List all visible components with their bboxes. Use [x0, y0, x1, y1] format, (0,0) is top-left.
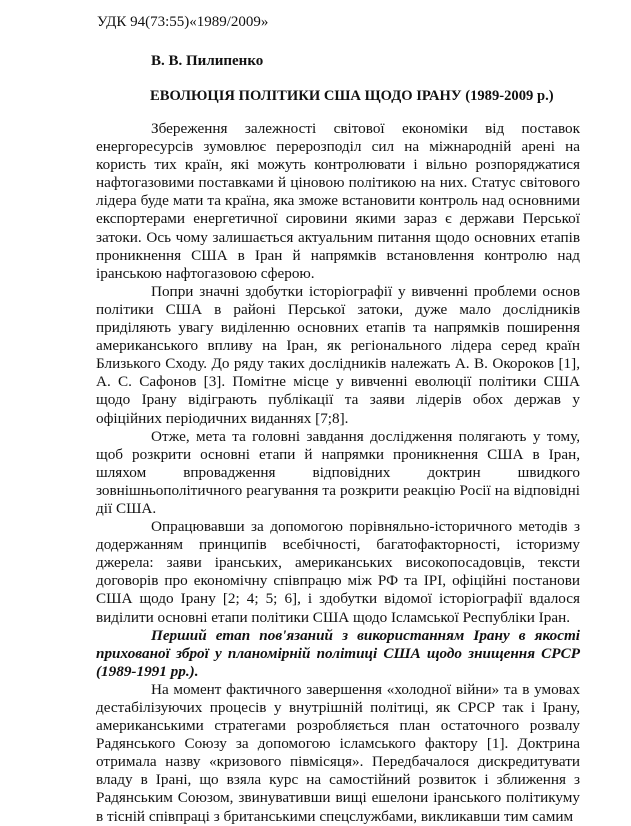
paragraph-aims: Отже, мета та головні завдання дослідження полягають у тому, щоб розкрити основні етапи й напрямки проникнення США в Іран, шляхом впровадження відповідних доктрин швидкого зовнішньополітичного реагування та розкрити реакцію Росії на відповідні дії США. [96, 427, 580, 517]
paragraph-methods: Опрацювавши за допомогою порівняльно-історичного методів з додержанням принципів всебічності, багатофакторності, історизму джерела: заяви іранських, американських високопосадовців, тексти договорів про економічну співпрацю між РФ та ІРІ, офіційні постанови США щодо Ірану [2; 4; 5; 6], і здобутки відомої історіографії вдалося виділити основні етапи політики США щодо Ісламської Республіки Іран. [96, 518, 580, 626]
article-title: ЕВОЛЮЦІЯ ПОЛІТИКИ США ЩОДО ІРАНУ (1989-2009 р.) [150, 88, 554, 104]
paragraph-intro: Збереження залежності світової економіки від поставок енергоресурсів зумовлює перерозподіл сил на міжнародній арені на користь тих країн, які можуть контролювати і вільно розпоряджатися нафтогазовими поставками й ціновою політикою на них. Статус світового лідера буде мати та країна, яка зможе встановити контроль над основними експортерами енергетичної сировини якими зараз є держави Перської затоки. Ось чому залишається актуальним питання щодо основних етапів проникнення США в Іран й напрямків встановлення контролю над іранською нафтогазовою сферою. [96, 120, 580, 282]
author-name: В. В. Пилипенко [151, 53, 264, 69]
article-body [96, 120, 580, 826]
paragraph-historiography: Попри значні здобутки історіографії у вивченні проблеми основ політики США в районі Перської затоки, дуже мало дослідників приділяють увагу виділенню основних етапів та напрямків поширення американського впливу на Іран, як регіонального лідера серед країн Близького Сходу. До ряду таких дослідників належать А. В. Окороков [1], А. С. Сафонов [3]. Помітне місце у вивченні еволюції політики США щодо Ірану відіграють публікації та заяви лідерів обох держав у офіційних періодичних виданнях [7;8]. [96, 282, 580, 427]
udc-code: УДК 94(73:55)«1989/2009» [97, 14, 269, 30]
section-heading-first-stage: Перший етап пов'язаний з використанням Ірану в якості прихованої зброї у планомірній політиці США щодо знищення СРСР (1989-1991 рр.). [96, 626, 580, 680]
paragraph-first-stage: На момент фактичного завершення «холодної війни» та в умовах дестабілізуючих процесів у внутрішній політиці, як СРСР так і Ірану, американськими стратегами розробляється план остаточного розвалу Радянського Союзу за допомогою ісламського фактору [1]. Доктрина отримала назву «кризового півмісяця». Передбачалося дискредитувати владу в Ірані, що взяла курс на самостійний розвиток і зближення з Радянським Союзом, звинувативши вищі ешелони іранського політикуму в тісній співпраці з британськими спецслужбами, викликавши тим самим [96, 680, 580, 825]
